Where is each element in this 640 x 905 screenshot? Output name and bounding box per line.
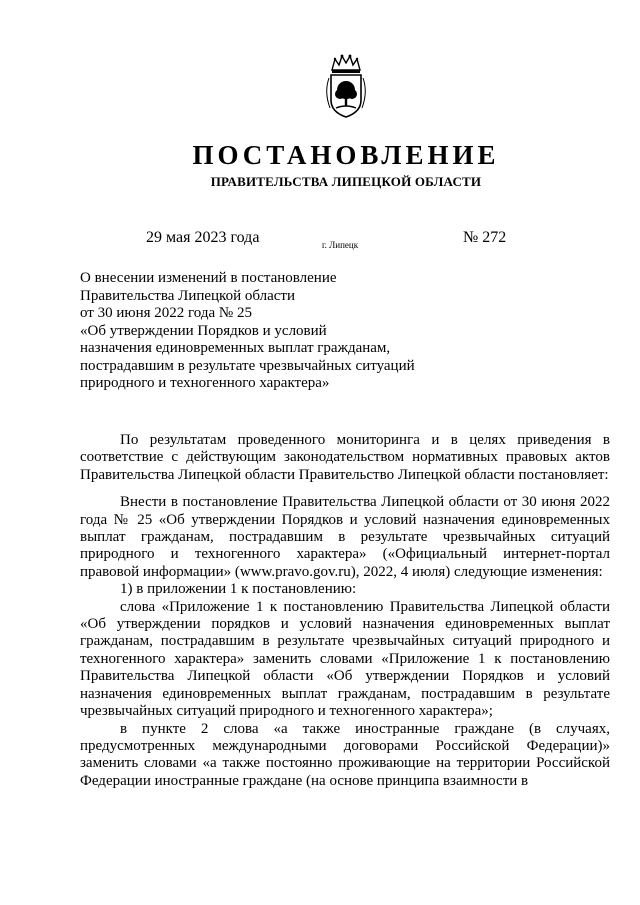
heading-line: Правительства Липецкой области bbox=[80, 287, 296, 304]
body-paragraph: Внести в постановление Правительства Липецкой области от 30 июня 2022 года № 25 «Об утверждении Порядков и условий назначения единовременных выплат гражданам, пострадавшим в результате чрезвычайных ситуаций природного и техногенного характера» («Официальный интернет-портал правовой информации» (www.pravo.gov.ru), 2022, 4 июля) следующие изменения: bbox=[80, 494, 610, 580]
document-number: № 272 bbox=[463, 229, 507, 246]
body-paragraph: По результатам проведенного мониторинга и в целях приведения в соответствие с действующим законодательством нормативных правовых актов Правительства Липецкой области Правительство Липецкой области постановляет: bbox=[80, 432, 610, 483]
document-city: г. Липецк bbox=[322, 240, 359, 250]
heading-line: О внесении изменений в постановление bbox=[80, 270, 337, 286]
body-paragraph: в пункте 2 слова «а также иностранные граждане (в случаях, предусмотренных международными договорами Российской Федерации)» заменить словами «а также постоянно проживающие на территории Российской Федерации иностранные граждане (на основе принципа взаимности в bbox=[80, 720, 610, 789]
heading-line: пострадавшим в результате чрезвычайных ситуаций bbox=[80, 357, 415, 374]
document-title: ПОСТАНОВЛЕНИЕ bbox=[192, 140, 500, 170]
document-body bbox=[80, 432, 610, 790]
coat-of-arms-icon bbox=[318, 52, 374, 120]
heading-line: «Об утверждении Порядков и условий bbox=[80, 322, 327, 339]
document-issuer: ПРАВИТЕЛЬСТВА ЛИПЕЦКОЙ ОБЛАСТИ bbox=[210, 174, 482, 189]
body-paragraph: 1) в приложении 1 к постановлению: bbox=[120, 581, 357, 598]
heading-line: от 30 июня 2022 года № 25 bbox=[80, 305, 252, 321]
heading-line: природного и техногенного характера» bbox=[80, 375, 330, 391]
document-heading bbox=[80, 270, 500, 393]
heading-line: назначения единовременных выплат гражданам, bbox=[80, 340, 391, 356]
document-date: 29 мая 2023 года bbox=[146, 229, 260, 246]
body-paragraph: слова «Приложение 1 к постановлению Правительства Липецкой области «Об утверждении порядков и условий назначения единовременных выплат гражданам, пострадавшим в результате чрезвычайных ситуаций природного и техногенного характера» заменить словами «Приложение 1 к постановлению Правительства Липецкой области «Об утверждении Порядков и условий назначения единовременных выплат гражданам, пострадавшим в результате чрезвычайных ситуаций природного и техногенного характера»; bbox=[80, 598, 610, 720]
